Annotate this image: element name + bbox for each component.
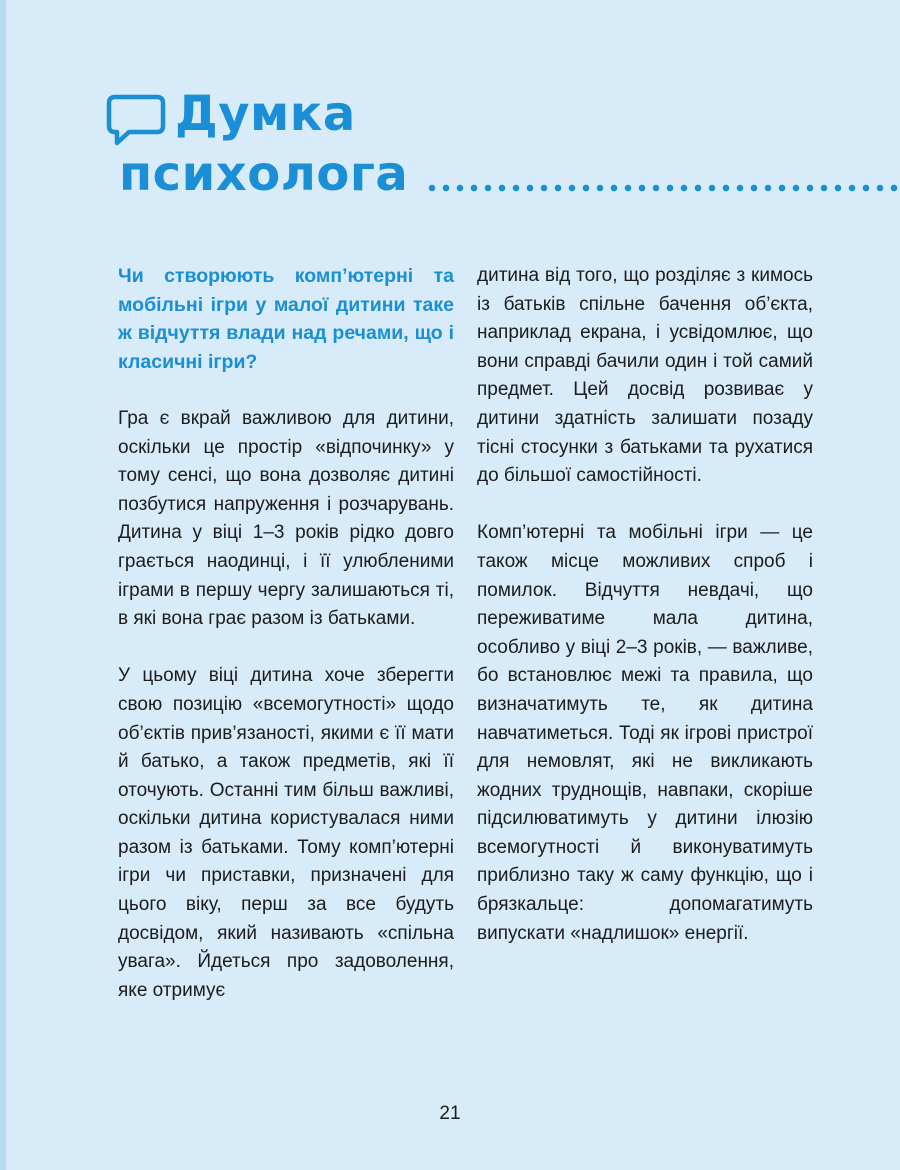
left-paragraph-1: Гра є вкрай важливою для дитини, оскільки це простір «відпочинку» у тому сенсі, що вона дозволяє дитині позбутися напруження і розчарувань. Дитина у віці 1–3 років рідко довго грається наодинці, і її улюбленими іграми в першу чергу залишаються ті, в які вона грає разом із батьками. bbox=[118, 407, 454, 630]
question-heading: Чи створюють комп’ютерні та мобільні ігри у малої дитини таке ж відчуття влади над речами, що і класичні ігри? bbox=[118, 265, 454, 373]
title-line-1: Думка bbox=[175, 86, 356, 142]
right-paragraph-1: дитина від того, що розділяє з кимось із батьків спільне бачення об’єкта, наприклад екрана, і усвідомлює, що вони справді бачили один і той самий предмет. Цей досвід розвиває у дитини здатність залишати позаду тісні стосунки з батьками та рухатися до більшої самостійності. bbox=[477, 265, 813, 487]
left-column bbox=[118, 262, 454, 1005]
title-line-2: психолога bbox=[119, 146, 409, 202]
page-number: 21 bbox=[439, 1103, 461, 1124]
page-edge-strip bbox=[0, 0, 6, 1170]
speech-bubble-icon bbox=[105, 92, 167, 148]
dotted-leader bbox=[425, 182, 900, 194]
section-header bbox=[105, 82, 900, 202]
right-column bbox=[477, 262, 813, 948]
right-paragraph-2: Комп’ютерні та мобільні ігри — це також місце можливих спроб і помилок. Відчуття невдачі, що переживатиме мала дитина, особливо у віці 2–3 років, — важливе, бо встановлює межі та правила, що визначатимуть те, як дитина навчатиметься. Тоді як ігрові пристрої для немовлят, які не викликають жодних труднощів, навпаки, скоріше підсилюватимуть у дитини ілюзію всемогутності й виконуватимуть приблизно таку ж саму функцію, що і брязкальце: допомагатимуть випускати «надлишок» енергії. bbox=[477, 522, 813, 944]
left-paragraph-2: У цьому віці дитина хоче зберегти свою позицію «всемогутності» щодо об’єктів прив’язаності, якими є її мати й батько, а також предметів, які її оточують. Останні тим більш важливі, оскільки дитина користувалася ними разом із батьками. Тому комп’ютерні ігри чи приставки, призначені для цього віку, перш за все будуть досвідом, який називають «спільна увага». Йдеться про задоволення, яке отримує bbox=[118, 665, 454, 1001]
